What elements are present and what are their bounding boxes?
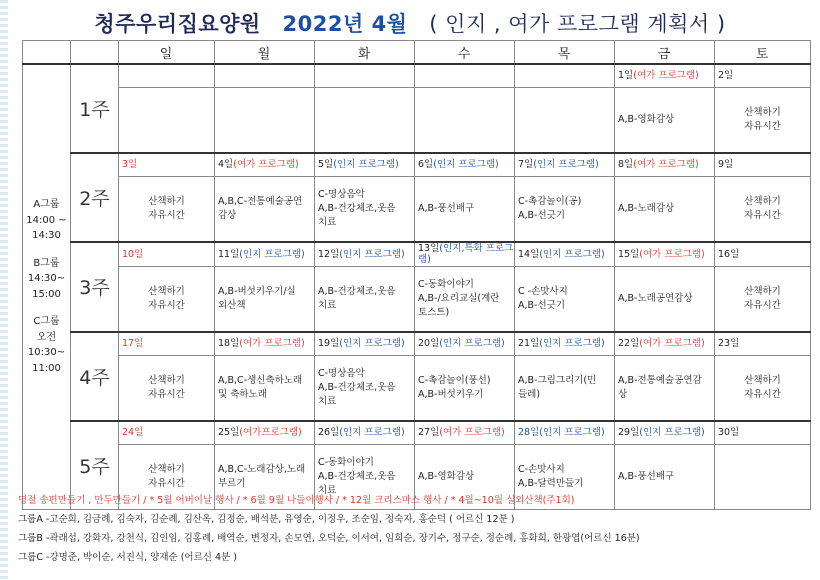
date-cell-sat <box>715 153 811 177</box>
date-cell-mon <box>215 64 315 88</box>
date-number: 2일 <box>718 70 734 82</box>
leisure-program-tag: (여가 프로그램) <box>639 338 705 350</box>
date-cell-tue <box>315 332 415 356</box>
activity-line: 치료 <box>318 216 337 228</box>
group-time-line: C그룹 <box>33 316 60 328</box>
leisure-program-tag: (여가 프로그램) <box>239 338 305 350</box>
date-cell-mon <box>215 421 315 445</box>
activity-line: 자유시간 <box>744 299 781 311</box>
activity-cell-sat <box>715 88 811 154</box>
activity-cell-sat <box>715 266 811 332</box>
date-cell-wed <box>415 64 515 88</box>
title-subtitle: ( 인지 , 여가 프로그램 계획서 ) <box>429 12 726 36</box>
activity-cell-tue <box>315 177 415 243</box>
weekday-sat: 토 <box>715 41 811 65</box>
activity-line: 자유시간 <box>744 388 781 400</box>
cognitive-program-tag: (인지 프로그램) <box>533 159 599 171</box>
date-number: 11일 <box>218 248 240 260</box>
week-content-row <box>23 266 811 332</box>
events-note: 명절 송편만들기 , 만두만들기 / * 5월 어버이날 행사 / * 6월 9월 나들이행사 / * 12월 크리스마스 행사 / * 4월~10월 실외산책(주1회) <box>18 495 575 506</box>
date-number: 16일 <box>718 248 740 260</box>
schedule-table <box>22 40 811 510</box>
date-number: 14일 <box>518 248 540 260</box>
date-cell-sun <box>119 153 215 177</box>
cognitive-program-tag: (인지 프로그램) <box>639 427 705 439</box>
activity-line: 산책하기 <box>744 375 781 387</box>
page-edge <box>0 0 8 580</box>
activity-line: C-촉감놀이(풍선) <box>418 375 491 387</box>
activity-line: 및 축하노래 <box>218 388 267 400</box>
date-cell-tue <box>315 421 415 445</box>
cognitive-program-tag: (인지 프로그램) <box>539 427 605 439</box>
week-content-row <box>23 355 811 421</box>
activity-cell-tue <box>315 355 415 421</box>
date-cell-sun <box>119 242 215 266</box>
date-number: 22일 <box>618 338 640 350</box>
activity-line: 산책하기 <box>744 196 781 208</box>
group-b-members: 그룹B -곽래섭, 강화자, 강천식, 김인임, 김홍례, 배역순, 변정자, 손모연, 오덕순, 이서여, 임희순, 장기수, 정구순, 정순례, 홍화희, 한광엽(어르신 16분) <box>18 533 640 544</box>
activity-cell-tue <box>315 88 415 154</box>
activity-line: A,B-풍선배구 <box>418 203 475 215</box>
date-number: 7일 <box>518 159 534 171</box>
week-content-row <box>23 88 811 154</box>
date-cell-wed <box>415 421 515 445</box>
activity-line: 외산책 <box>218 299 246 311</box>
cognitive-program-tag: (인지 프로그램) <box>539 248 605 260</box>
date-number: 17일 <box>122 338 144 350</box>
date-number: 1일 <box>618 70 634 82</box>
activity-cell-sun <box>119 355 215 421</box>
date-number: 24일 <box>122 427 144 439</box>
group-time-line: 14:00 ~ <box>26 214 67 226</box>
group-time-line: 14:30 <box>32 230 61 242</box>
date-cell-mon <box>215 332 315 356</box>
date-cell-tue <box>315 64 415 88</box>
leisure-program-tag: (여가 프로그램) <box>633 159 699 171</box>
date-cell-tue <box>315 153 415 177</box>
week-date-row <box>23 153 811 177</box>
week-label: 5주 <box>71 421 119 510</box>
activity-line: 산책하기 <box>148 196 185 208</box>
cognitive-program-tag: (인지 프로그램) <box>539 338 605 350</box>
date-cell-mon <box>215 153 315 177</box>
activity-cell-thu <box>515 355 615 421</box>
date-cell-sun <box>119 332 215 356</box>
date-cell-fri <box>615 332 715 356</box>
activity-cell-mon <box>215 355 315 421</box>
activity-cell-fri <box>615 266 715 332</box>
activity-cell-wed <box>415 177 515 243</box>
activity-line: 치료 <box>318 484 337 496</box>
activity-line: 들레) <box>518 388 541 400</box>
date-cell-sun <box>119 421 215 445</box>
activity-line: 자유시간 <box>148 210 185 221</box>
activity-line: 산책하기 <box>148 464 185 476</box>
activity-line: A,B-그림그리기(민 <box>518 375 597 387</box>
activity-line: A,B-풍선배구 <box>618 470 675 482</box>
activity-line: 산책하기 <box>148 286 185 298</box>
activity-cell-fri <box>615 177 715 243</box>
date-cell-fri <box>615 64 715 88</box>
activity-line: 상 <box>618 388 628 400</box>
date-number: 9일 <box>718 159 734 171</box>
activity-line: A,B-노래감상 <box>618 203 675 215</box>
group-a-members: 그룹A -고순희, 김금례, 김숙자, 김순례, 김산옥, 김정순, 배석분, 유영순, 이정우, 조순임, 정숙자, 홍순덕 ( 어르신 12분 ) <box>18 514 515 525</box>
date-number: 20일 <box>418 338 440 350</box>
activity-cell-mon <box>215 266 315 332</box>
group-time-line: 11:00 <box>32 362 61 374</box>
week-label: 3주 <box>71 242 119 332</box>
week-date-row <box>23 64 811 88</box>
date-number: 21일 <box>518 338 540 350</box>
weekday-tue: 화 <box>315 41 415 65</box>
week-date-row <box>23 332 811 356</box>
activity-cell-mon <box>215 177 315 243</box>
activity-line: 산책하기 <box>148 375 185 387</box>
cognitive-program-tag: (인지 프로그램) <box>239 248 305 260</box>
activity-line: 산책하기 <box>744 286 781 298</box>
cognitive-program-tag: (인지 프로그램) <box>433 159 499 171</box>
leisure-program-tag: (여가 프로그램) <box>439 427 505 439</box>
activity-cell-sat <box>715 177 811 243</box>
date-cell-mon <box>215 242 315 266</box>
activity-line: A,B-/요리교실(계란 <box>418 292 500 304</box>
date-cell-thu <box>515 153 615 177</box>
activity-line: 자유시간 <box>148 477 185 489</box>
activity-line: 자유시간 <box>744 121 781 132</box>
group-time-line: A그룹 <box>33 199 60 211</box>
activity-cell-sun <box>119 177 215 243</box>
activity-line: 자유시간 <box>744 210 781 221</box>
activity-line: A,B-건강체조,웃음 <box>318 286 396 298</box>
leisure-program-tag: (여가프로그램) <box>239 427 302 439</box>
group-time-line: 14:30~ <box>27 273 66 285</box>
activity-cell-wed <box>415 355 515 421</box>
leisure-program-tag: (여가 프로그램) <box>639 248 705 260</box>
date-number: 12일 <box>318 248 340 260</box>
activity-line: C-촉감놀이(공) <box>518 196 582 208</box>
date-number: 4일 <box>218 159 234 171</box>
cognitive-program-tag: (인지 프로그램) <box>339 338 405 350</box>
cognitive-program-tag: (인지,특화 프로그램) <box>418 243 514 266</box>
date-number: 26일 <box>318 427 340 439</box>
week-label: 1주 <box>71 64 119 153</box>
date-cell-sat <box>715 64 811 88</box>
date-number: 27일 <box>418 427 440 439</box>
activity-cell-fri <box>615 355 715 421</box>
activity-line: A,B-버섯키우기/실 <box>218 286 296 298</box>
weekday-wed: 수 <box>415 41 515 65</box>
leisure-program-tag: (여가 프로그램) <box>233 159 299 171</box>
activity-cell-mon <box>215 88 315 154</box>
header-blank-week <box>71 41 119 65</box>
date-cell-sat <box>715 332 811 356</box>
group-time-line: 10:30~ <box>27 347 66 359</box>
activity-line: A,B-선긋기 <box>518 299 565 311</box>
activity-line: A,B-영화감상 <box>618 114 675 126</box>
activity-line: A,B-건강체조,웃음 <box>318 381 396 393</box>
activity-cell-sun <box>119 266 215 332</box>
header-blank-group <box>23 41 71 65</box>
date-cell-sat <box>715 242 811 266</box>
activity-line: A,B-달력만들기 <box>518 477 584 489</box>
activity-line: A,B-영화감상 <box>418 470 475 482</box>
date-cell-thu <box>515 242 615 266</box>
activity-line: 자유시간 <box>148 299 185 311</box>
activity-cell-tue <box>315 266 415 332</box>
date-number: 18일 <box>218 338 240 350</box>
date-cell-thu <box>515 64 615 88</box>
title-org: 청주우리집요양원 <box>94 12 261 36</box>
date-cell-sun <box>119 64 215 88</box>
week-content-row <box>23 177 811 243</box>
title-month: 2022년 4월 <box>282 12 408 36</box>
activity-line: C -손맛사지 <box>518 286 568 298</box>
activity-line: 치료 <box>318 299 337 311</box>
date-cell-thu <box>515 332 615 356</box>
activity-line: 토스트) <box>418 306 450 318</box>
date-cell-sat <box>715 421 811 445</box>
activity-line: A,B-전통예술공연감 <box>618 375 702 387</box>
leisure-program-tag: (여가 프로그램) <box>633 70 699 82</box>
date-number: 23일 <box>718 338 740 350</box>
weekday-thu: 목 <box>515 41 615 65</box>
date-number: 13일 <box>418 243 440 254</box>
date-number: 15일 <box>618 248 640 260</box>
date-number: 5일 <box>318 159 334 171</box>
cognitive-program-tag: (인지 프로그램) <box>439 338 505 350</box>
date-number: 25일 <box>218 427 240 439</box>
cognitive-program-tag: (인지 프로그램) <box>339 427 405 439</box>
date-number: 30일 <box>718 427 740 439</box>
date-cell-thu <box>515 421 615 445</box>
activity-line: A,B,C-생신축하노래 <box>218 375 303 387</box>
activity-cell-sun <box>119 88 215 154</box>
group-times-cell <box>23 64 71 509</box>
activity-line: 치료 <box>318 395 337 407</box>
cognitive-program-tag: (인지 프로그램) <box>339 248 405 260</box>
activity-line: A,B-노래공연감상 <box>618 292 693 304</box>
date-cell-tue <box>315 242 415 266</box>
group-c-members: 그룹C -강명준, 박이순, 서진식, 양재순 (어르신 4분 ) <box>18 552 237 563</box>
activity-line: A,B-건강체조,웃음 <box>318 470 396 482</box>
date-number: 19일 <box>318 338 340 350</box>
weekday-mon: 월 <box>215 41 315 65</box>
week-label: 2주 <box>71 153 119 242</box>
notes-section <box>18 491 813 567</box>
activity-cell-thu <box>515 88 615 154</box>
week-date-row <box>23 242 811 266</box>
weekday-sun: 일 <box>119 41 215 65</box>
activity-line: C-동화이야기 <box>418 279 474 291</box>
activity-cell-sat <box>715 355 811 421</box>
group-time-line: 오전 <box>36 331 57 343</box>
date-cell-wed <box>415 153 515 177</box>
cognitive-program-tag: (인지 프로그램) <box>333 159 399 171</box>
activity-line: C-명상음악 <box>318 189 365 201</box>
activity-cell-wed <box>415 88 515 154</box>
activity-cell-thu <box>515 266 615 332</box>
week-label: 4주 <box>71 332 119 421</box>
page-title <box>0 8 820 38</box>
activity-cell-wed <box>415 266 515 332</box>
activity-cell-fri <box>615 88 715 154</box>
activity-cell-thu <box>515 177 615 243</box>
weekday-fri: 금 <box>615 41 715 65</box>
date-number: 6일 <box>418 159 434 171</box>
date-number: 8일 <box>618 159 634 171</box>
activity-line: C-동화이야기 <box>318 457 374 469</box>
activity-line: A,B-선긋기 <box>518 210 565 221</box>
activity-line: A,B,C-노래감상,노래 <box>218 464 306 476</box>
activity-line: A,B,C-전통예술공연 <box>218 196 303 208</box>
date-number: 10일 <box>122 248 144 260</box>
activity-line: C-명상음악 <box>318 368 365 380</box>
activity-line: 자유시간 <box>148 388 185 400</box>
date-cell-fri <box>615 421 715 445</box>
date-number: 3일 <box>122 159 138 171</box>
date-cell-fri <box>615 242 715 266</box>
activity-line: 부르기 <box>218 477 246 489</box>
date-number: 29일 <box>618 427 640 439</box>
activity-line: A,B-건강체조,웃음 <box>318 203 396 215</box>
activity-line: C-손맛사지 <box>518 464 565 476</box>
activity-line: A,B-버섯키우기 <box>418 388 484 400</box>
activity-line: 감상 <box>218 210 237 221</box>
activity-line: 산책하기 <box>744 107 781 119</box>
group-time-line: 15:00 <box>32 288 61 300</box>
weekday-header-row <box>23 41 811 65</box>
date-number: 28일 <box>518 427 540 439</box>
date-cell-wed <box>415 332 515 356</box>
group-time-line: B그룹 <box>33 257 60 269</box>
week-date-row <box>23 421 811 445</box>
date-cell-fri <box>615 153 715 177</box>
date-cell-wed <box>415 242 515 266</box>
